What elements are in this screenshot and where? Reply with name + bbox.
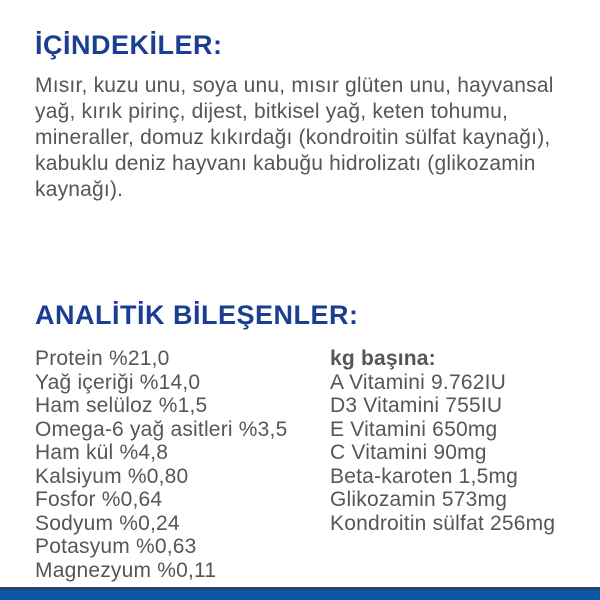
analytical-item-protein: Protein %21,0 [35, 347, 170, 370]
analytical-item-fiber: Ham selüloz %1,5 [35, 394, 208, 417]
vitamin-item-e: E Vitamini 650mg [330, 417, 498, 441]
ingredients-section [35, 30, 582, 203]
per-kg-subheading: kg başına: [330, 347, 436, 370]
analytical-item-ash: Ham kül %4,8 [35, 441, 169, 464]
analytical-item-omega6: Omega-6 yağ asitleri %3,5 [35, 417, 288, 441]
analytical-heading: ANALİTİK BİLEŞENLER: [35, 300, 359, 330]
analytical-item-potassium: Potasyum %0,63 [35, 535, 197, 558]
analytical-section [35, 300, 582, 582]
ingredients-heading: İÇİNDEKİLER: [35, 30, 223, 60]
bottom-blue-bar [0, 587, 600, 600]
vitamin-item-a: A Vitamini 9.762IU [330, 370, 506, 394]
vitamin-item-d3: D3 Vitamini 755IU [330, 394, 503, 417]
analytical-item-sodium: Sodyum %0,24 [35, 511, 180, 535]
analytical-left-column [35, 347, 330, 582]
vitamin-item-c: C Vitamini 90mg [330, 441, 487, 464]
analytical-item-fat: Yağ içeriği %14,0 [35, 370, 201, 394]
vitamin-item-betacarotene: Beta-karoten 1,5mg [330, 464, 519, 488]
analytical-item-phosphor: Fosfor %0,64 [35, 488, 163, 511]
vitamin-item-glucosamine: Glikozamin 573mg [330, 488, 508, 511]
analytical-columns [35, 347, 582, 582]
analytical-item-magnesium: Magnezyum %0,11 [35, 558, 217, 582]
vitamin-item-chondroitin: Kondroitin sülfat 256mg [330, 511, 556, 535]
ingredients-text: Mısır, kuzu unu, soya unu, mısır glüten unu, hayvansal yağ, kırık pirinç, dijest, bitkisel yağ, keten tohumu, mineraller, domuz kıkırdağı (kondroitin sülfat kaynağı), kabuklu deniz hayvanı kabuğu hidrolizatı (glikozamin kaynağı). [35, 74, 554, 201]
analytical-item-calcium: Kalsiyum %0,80 [35, 464, 189, 488]
analytical-right-column [330, 347, 582, 582]
